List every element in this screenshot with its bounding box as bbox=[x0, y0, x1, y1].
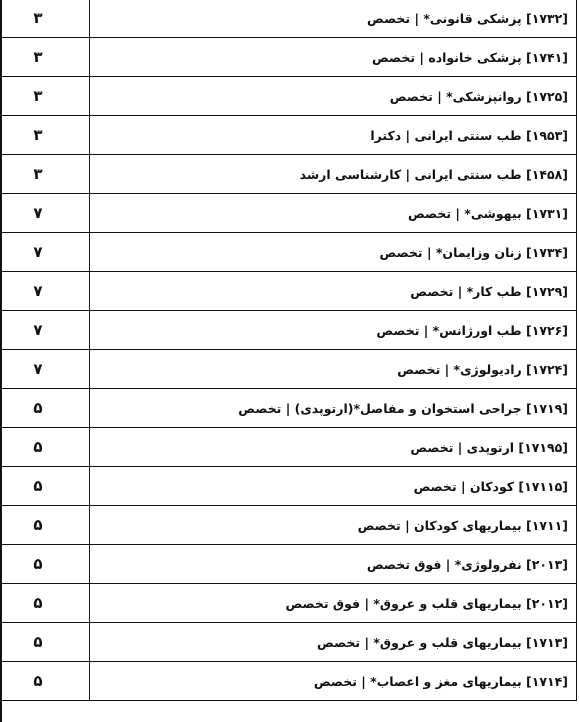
table-row bbox=[1, 155, 577, 194]
count-cell: ۳ bbox=[1, 155, 90, 194]
count-cell: ۵ bbox=[1, 428, 90, 467]
specialty-cell: [۱۷۱۹۵] ارتوپدی | تخصص bbox=[90, 428, 577, 467]
specialty-cell: [۱۷۲۶] طب اورژانس* | تخصص bbox=[90, 311, 577, 350]
count-cell: ۵ bbox=[1, 584, 90, 623]
specialty-cell: [۱۷۱۴] بیماریهای مغز و اعصاب* | تخصص bbox=[90, 662, 577, 701]
table-row bbox=[1, 272, 577, 311]
table-row bbox=[1, 428, 577, 467]
table-row bbox=[1, 584, 577, 623]
count-cell: ۵ bbox=[1, 662, 90, 701]
table-row bbox=[1, 233, 577, 272]
count-cell: ۳ bbox=[1, 0, 90, 38]
specialty-cell: [۱۹۵۳] طب سنتی ایرانی | دکترا bbox=[90, 116, 577, 155]
table-row bbox=[1, 77, 577, 116]
specialty-cell: [۱۷۳۲] پزشکی قانونی* | تخصص bbox=[90, 0, 577, 38]
specialty-cell: [۱۷۳۴] زنان وزایمان* | تخصص bbox=[90, 233, 577, 272]
count-cell: ۳ bbox=[1, 77, 90, 116]
table-row bbox=[1, 194, 577, 233]
table-row bbox=[1, 311, 577, 350]
count-cell: ۳ bbox=[1, 116, 90, 155]
table-row bbox=[1, 389, 577, 428]
table-row bbox=[1, 545, 577, 584]
specialty-cell: [۱۷۳۱] بیهوشی* | تخصص bbox=[90, 194, 577, 233]
table-row bbox=[1, 623, 577, 662]
table-row bbox=[1, 662, 577, 701]
specialty-cell: [۱۷۴۱] پزشکی خانواده | تخصص bbox=[90, 38, 577, 77]
specialty-cell: [۱۷۱۳] بیماریهای قلب و عروق* | تخصص bbox=[90, 623, 577, 662]
table-body bbox=[1, 0, 577, 701]
count-cell: ۵ bbox=[1, 623, 90, 662]
table-row bbox=[1, 350, 577, 389]
count-cell: ۵ bbox=[1, 467, 90, 506]
table-row bbox=[1, 116, 577, 155]
specialty-cell: [۱۷۲۴] رادیولوژی* | تخصص bbox=[90, 350, 577, 389]
count-cell: ۷ bbox=[1, 272, 90, 311]
count-cell: ۷ bbox=[1, 233, 90, 272]
count-cell: ۵ bbox=[1, 545, 90, 584]
specialty-cell: [۱۷۲۵] روانپزشکی* | تخصص bbox=[90, 77, 577, 116]
specialty-cell: [۱۷۱۹] جراحی استخوان و مفاصل*(ارتوپدی) | تخصص bbox=[90, 389, 577, 428]
specialty-cell: [۱۷۱۱۵] کودکان | تخصص bbox=[90, 467, 577, 506]
table-row bbox=[1, 467, 577, 506]
table-row bbox=[1, 38, 577, 77]
specialty-cell: [۲۰۱۳] نفرولوژی* | فوق تخصص bbox=[90, 545, 577, 584]
count-cell: ۵ bbox=[1, 506, 90, 545]
table-row bbox=[1, 506, 577, 545]
count-cell: ۷ bbox=[1, 194, 90, 233]
specialty-cell: [۲۰۱۲] بیماریهای قلب و عروق* | فوق تخصص bbox=[90, 584, 577, 623]
specialty-cell: [۱۷۱۱] بیماریهای کودکان | تخصص bbox=[90, 506, 577, 545]
count-cell: ۵ bbox=[1, 389, 90, 428]
specialty-cell: [۱۷۲۹] طب کار* | تخصص bbox=[90, 272, 577, 311]
specialty-cell: [۱۴۵۸] طب سنتی ایرانی | کارشناسی ارشد bbox=[90, 155, 577, 194]
count-cell: ۷ bbox=[1, 350, 90, 389]
table-row bbox=[1, 0, 577, 38]
count-cell: ۳ bbox=[1, 38, 90, 77]
count-cell: ۷ bbox=[1, 311, 90, 350]
